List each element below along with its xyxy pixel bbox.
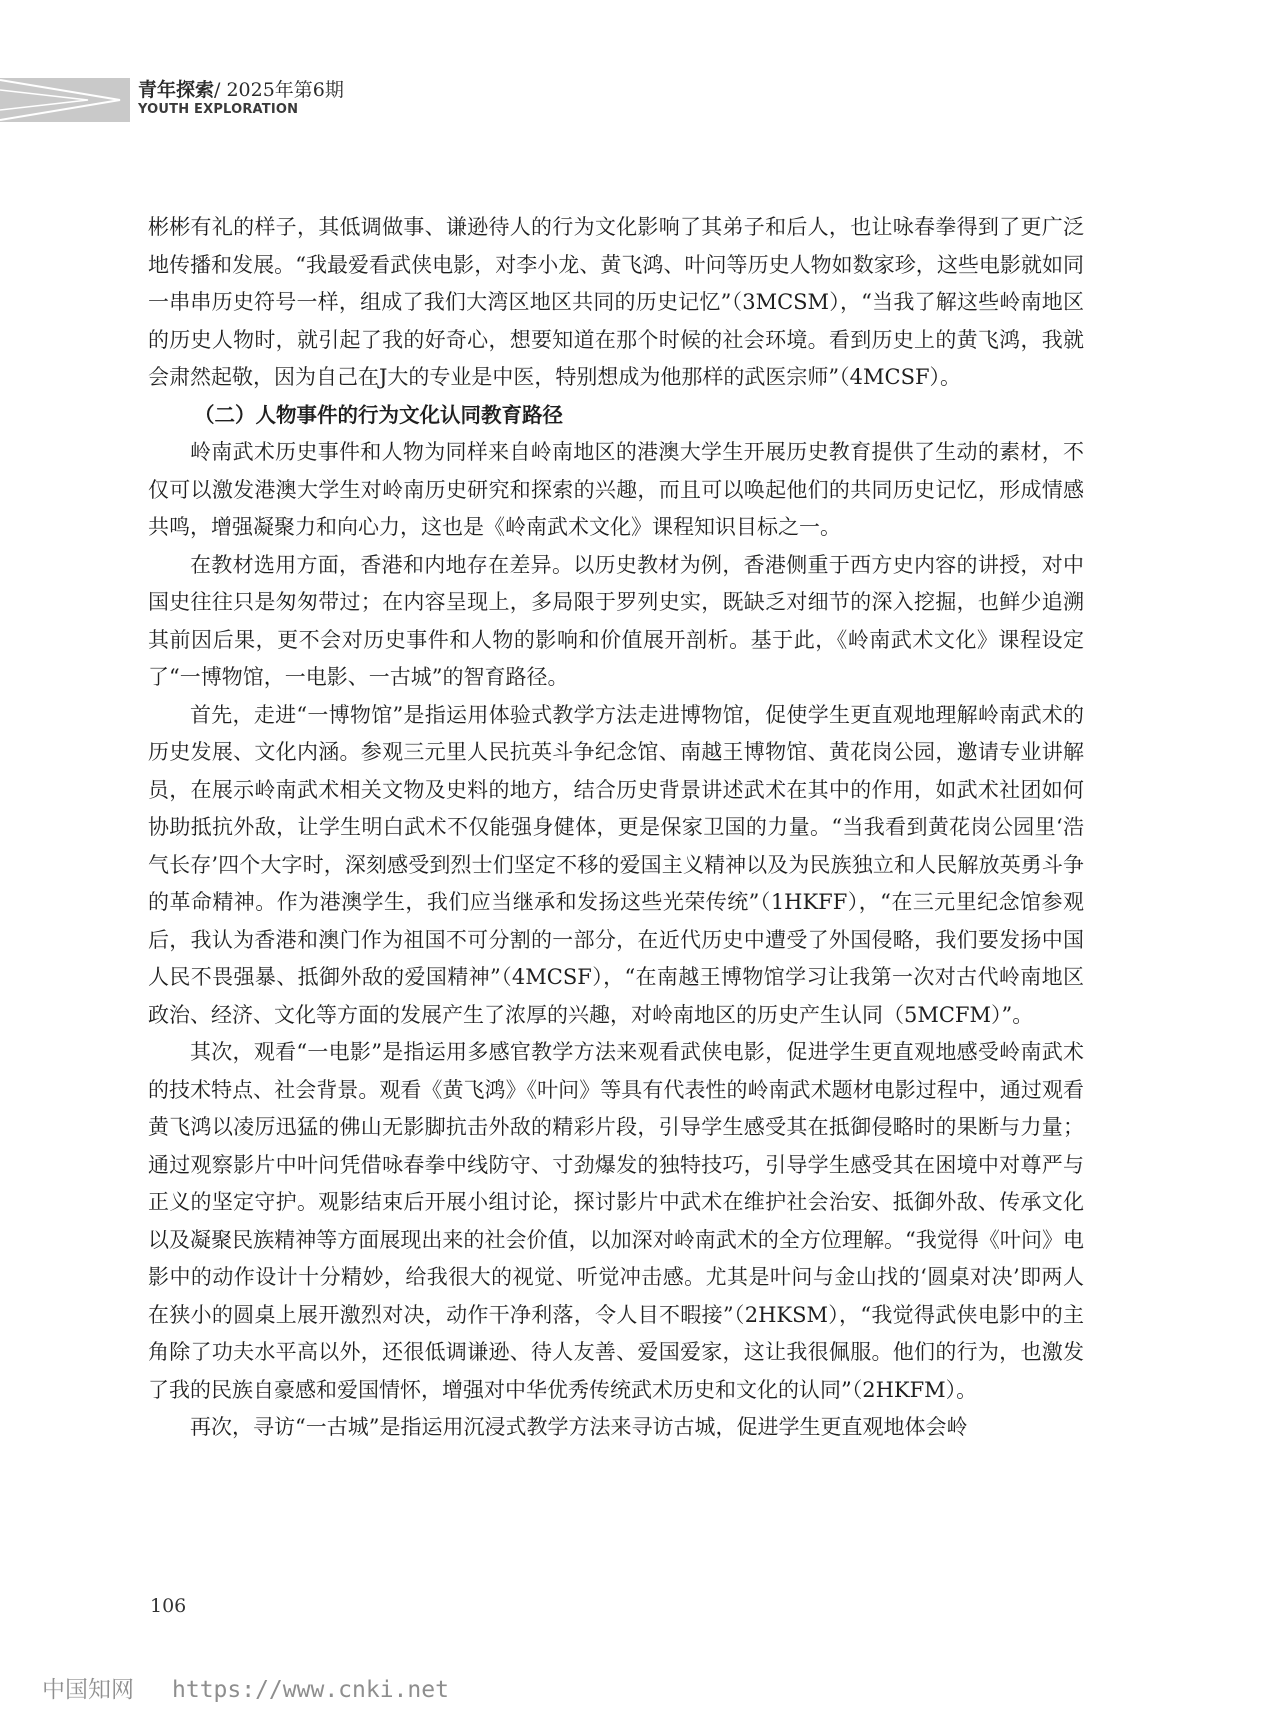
header-graphic (0, 78, 130, 122)
watermark-cn: 中国知网 (42, 1677, 134, 1703)
journal-name: 青年探索 (138, 79, 215, 101)
journal-issue: / 2025年第6期 (214, 79, 344, 101)
paragraph: 首先，走进“一博物馆”是指运用体验式教学方法走进博物馆，促使学生更直观地理解岭南武术的历史发展、文化内涵。参观三元里人民抗英斗争纪念馆、南越王博物馆、黄花岗公园，邀请专业讲解员，在展示岭南武术相关文物及史料的地方，结合历史背景讲述武术在其中的作用，如武术社团如何协助抵抗外敌，让学生明白武术不仅能强身健体，更是保家卫国的力量。“当我看到黄花岗公园里‘浩气长存’四个大字时，深刻感受到烈士们坚定不移的爱国主义精神以及为民族独立和人民解放英勇斗争的革命精神。作为港澳学生，我们应当继承和发扬这些光荣传统”（1HKFF），“在三元里纪念馆参观后，我认为香港和澳门作为祖国不可分割的一部分，在近代历史中遭受了外国侵略，我们要发扬中国人民不畏强暴、抵御外敌的爱国精神”（4MCSF），“在南越王博物馆学习让我第一次对古代岭南地区政治、经济、文化等方面的发展产生了浓厚的兴趣，对岭南地区的历史产生认同（5MCFM）”。 (148, 702, 1084, 1027)
paragraph: 在教材选用方面，香港和内地存在差异。以历史教材为例，香港侧重于西方史内容的讲授，对中国史往往只是匆匆带过；在内容呈现上，多局限于罗列史实，既缺乏对细节的深入挖掘，也鲜少追溯其前因后果，更不会对历史事件和人物的影响和价值展开剖析。基于此，《岭南武术文化》课程设定了“一博物馆，一电影、一古城”的智育路径。 (148, 552, 1084, 689)
paragraph: 其次，观看“一电影”是指运用多感官教学方法来观看武侠电影，促进学生更直观地感受岭南武术的技术特点、社会背景。观看《黄飞鸿》《叶问》等具有代表性的岭南武术题材电影过程中，通过观看黄飞鸿以凌厉迅猛的佛山无影脚抗击外敌的精彩片段，引导学生感受其在抵御侵略时的果断与力量；通过观察影片中叶问凭借咏春拳中线防守、寸劲爆发的独特技巧，引导学生感受其在困境中对尊严与正义的坚定守护。观影结束后开展小组讨论，探讨影片中武术在维护社会治安、抵御外敌、传承文化以及凝聚民族精神等方面展现出来的社会价值，以加深对岭南武术的全方位理解。“我觉得《叶问》电影中的动作设计十分精妙，给我很大的视觉、听觉冲击感。尤其是叶问与金山找的‘圆桌对决’即两人在狭小的圆桌上展开激烈对决，动作干净利落，令人目不暇接”（2HKSM），“我觉得武侠电影中的主角除了功夫水平高以外，还很低调谦逊、待人友善、爱国爱家，这让我很佩服。他们的行为，也激发了我的民族自豪感和爱国情怀，增强对中华优秀传统武术历史和文化的认同”（2HKFM）。 (148, 1040, 1084, 1402)
paragraph: 再次，寻访“一古城”是指运用沉浸式教学方法来寻访古城，促进学生更直观地体会岭 (190, 1415, 968, 1439)
paragraph: 岭南武术历史事件和人物为同样来自岭南地区的港澳大学生开展历史教育提供了生动的素材，不仅可以激发港澳大学生对岭南历史研究和探索的兴趣，而且可以唤起他们的共同历史记忆，形成情感共鸣，增强凝聚力和向心力，这也是《岭南武术文化》课程知识目标之一。 (148, 440, 1084, 539)
header-chevron-icon (0, 78, 130, 122)
page-number: 106 (150, 1595, 187, 1617)
running-header (138, 79, 344, 117)
paragraph: 彬彬有礼的样子，其低调做事、谦逊待人的行为文化影响了其弟子和后人，也让咏春拳得到了更广泛地传播和发展。“我最爱看武侠电影，对李小龙、黄飞鸿、叶问等历史人物如数家珍，这些电影就如同一串串历史符号一样，组成了我们大湾区地区共同的历史记忆”（3MCSM），“当我了解这些岭南地区的历史人物时，就引起了我的好奇心，想要知道在那个时候的社会环境。看到历史上的黄飞鸿，我就会肃然起敬，因为自己在J大的专业是中医，特别想成为他那样的武医宗师”（4MCSF）。 (148, 215, 1084, 389)
watermark-url: https://www.cnki.net (172, 1677, 449, 1703)
article-body (148, 209, 1084, 1447)
journal-name-en: YOUTH EXPLORATION (138, 102, 299, 117)
section-heading: （二）人物事件的行为文化认同教育路径 (194, 402, 563, 427)
cnki-watermark (42, 1671, 449, 1704)
journal-title-line (138, 79, 344, 101)
